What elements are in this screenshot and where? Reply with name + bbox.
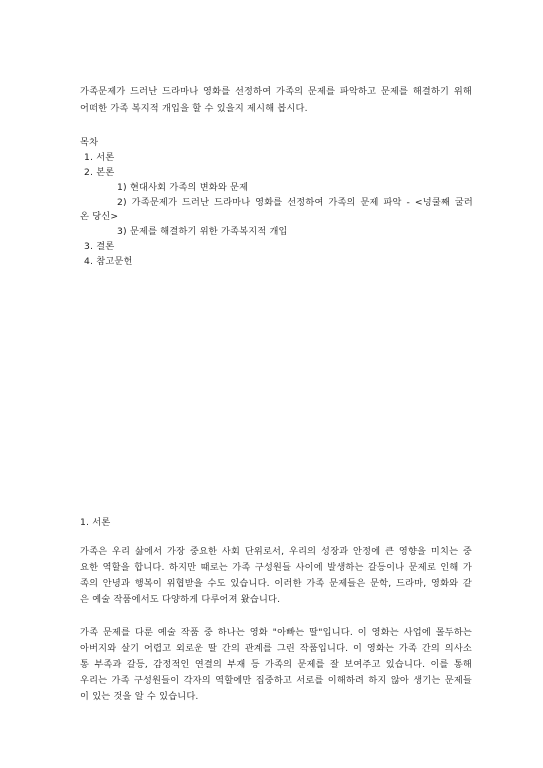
toc-item-2: 2. 본론 <box>84 167 115 178</box>
toc-item-4: 4. 참고문헌 <box>84 256 133 267</box>
section-heading: 1. 서론 <box>80 517 111 528</box>
intro-line-2: 어떠한 가족 복지적 개입을 할 수 있을지 제시해 봅시다. <box>80 103 308 114</box>
paragraph-2-line: 우리는 가족 구성원들이 각자의 역할에만 집중하고 서로를 이해하려 하지 않아 생기는 문제들 <box>80 675 472 686</box>
paragraph-2-line: 이 있는 것을 알 수 있습니다. <box>80 691 199 702</box>
paragraph-2-line: 가족 문제를 다룬 예술 작품 중 하나는 영화 "아빠는 딸"입니다. 이 영화는 사업에 몰두하는 <box>80 627 472 638</box>
paragraph-1-line: 요한 역할을 합니다. 하지만 때로는 가족 구성원들 사이에 발생하는 갈등이나 문제로 인해 가 <box>80 562 472 573</box>
toc-subitem-3: 3) 문제를 해결하기 위한 가족복지적 개입 <box>117 226 288 237</box>
paragraph-2-line: 아버지와 살기 어렵고 외로운 딸 간의 관계를 그린 작품입니다. 이 영화는 가족 간의 의사소 <box>80 643 472 654</box>
paragraph-1-line: 은 예술 작품에서도 다양하게 다루어져 왔습니다. <box>80 594 281 605</box>
paragraph-2-line: 통 부족과 갈등, 감정적인 연결의 부재 등 가족의 문제를 잘 보여주고 있습니다. 이를 통해 <box>80 659 472 670</box>
toc-item-1: 1. 서론 <box>84 152 115 163</box>
toc-heading: 목차 <box>80 137 99 148</box>
intro-line-1: 가족문제가 드러난 드라마나 영화를 선정하여 가족의 문제를 파악하고 문제를 해결하기 위해 <box>80 86 472 97</box>
toc-subitem-2: 2) 가족문제가 드러난 드라마나 영화를 선정하여 가족의 문제 파악 - <넝쿨째 굴러 <box>117 197 473 208</box>
paragraph-1-line: 가족은 우리 삶에서 가장 중요한 사회 단위로서, 우리의 성장과 안정에 큰 영향을 미치는 중 <box>80 546 472 557</box>
paragraph-1-line: 족의 안녕과 행복이 위협받을 수도 있습니다. 이러한 가족 문제들은 문학, 드라마, 영화와 같 <box>80 578 472 589</box>
toc-subitem-1: 1) 현대사회 가족의 변화와 문제 <box>117 182 249 193</box>
toc-item-3: 3. 결론 <box>84 241 115 252</box>
toc-subitem-2-cont: 온 당신> <box>80 211 119 222</box>
